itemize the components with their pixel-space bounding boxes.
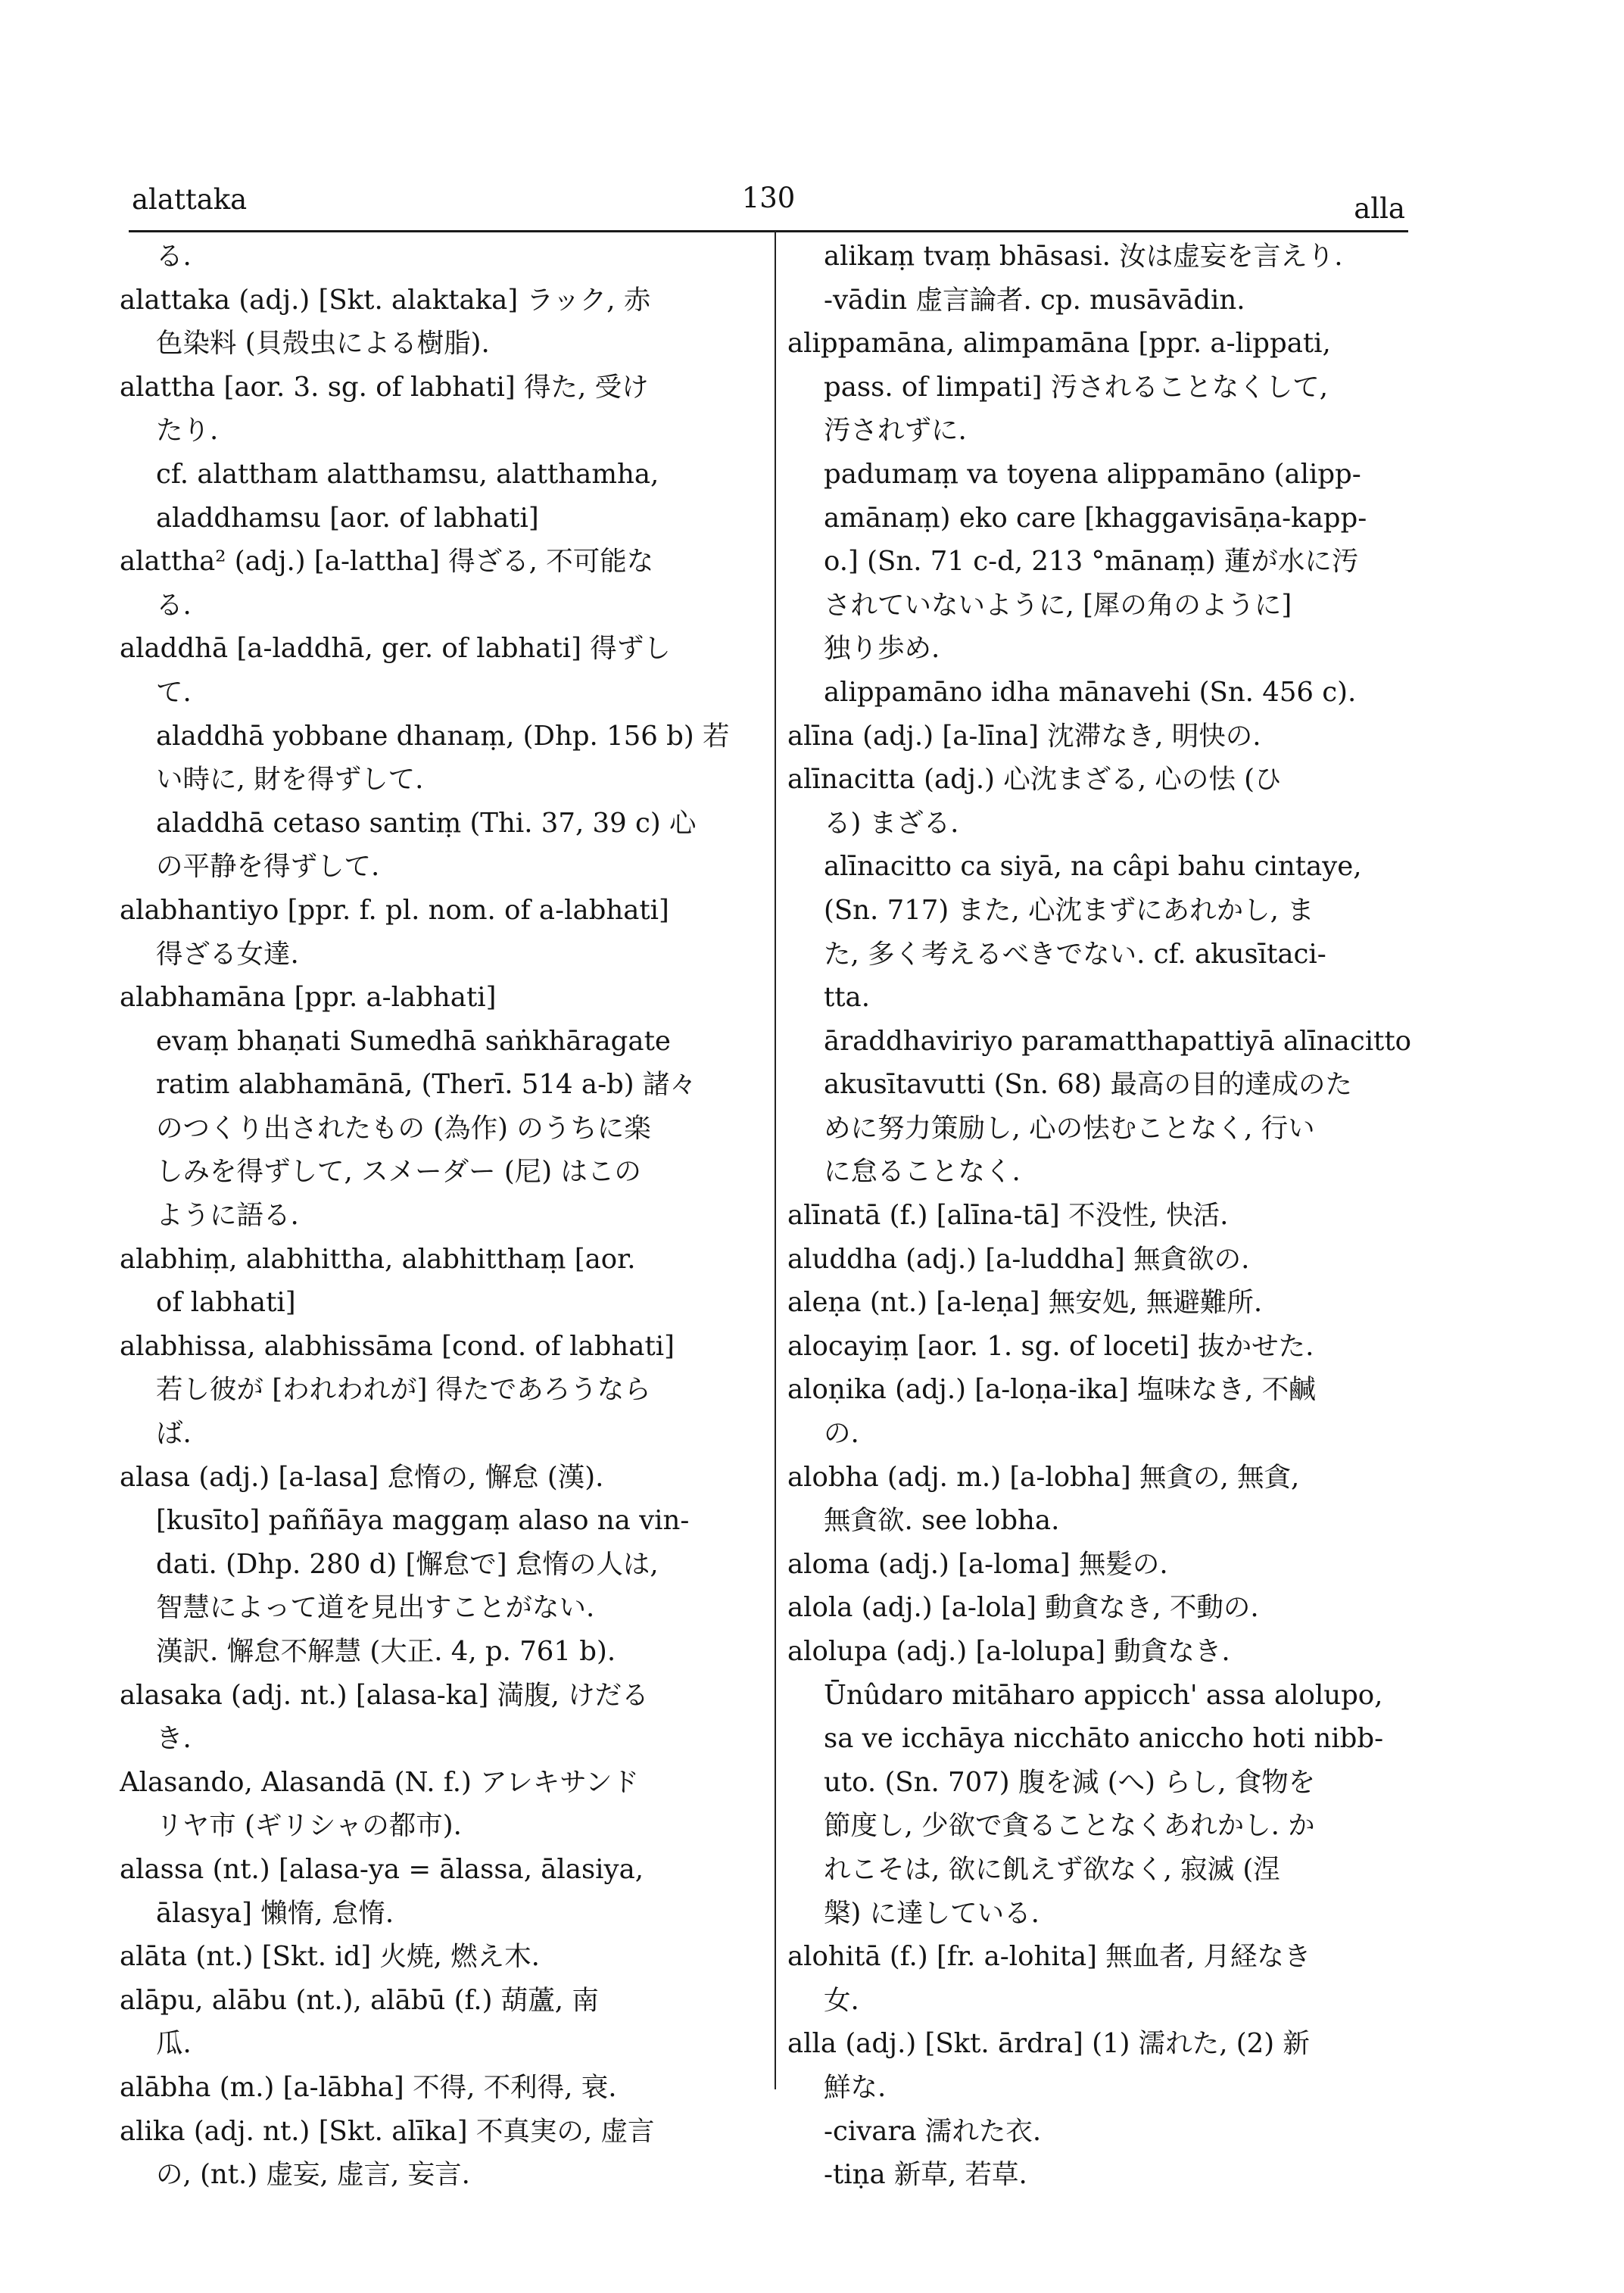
entry-continuation-line: されていないように, [犀の角のように] bbox=[824, 589, 1292, 621]
entry-continuation-line: ように語る. bbox=[156, 1200, 299, 1232]
entry-continuation-line: 若し彼が [われわれが] 得たであろうなら bbox=[156, 1374, 651, 1406]
entry-continuation-line: に怠ることなく. bbox=[824, 1156, 1021, 1188]
entry-continuation-line: 鮮な. bbox=[824, 2071, 887, 2103]
entry-continuation-line: pass. of limpati] 汚されることなくして, bbox=[824, 371, 1328, 403]
entry-headline: alābha (m.) [a-lābha] 不得, 不利得, 衰. bbox=[120, 2071, 617, 2103]
entry-continuation-line: [kusīto] paññāya maggaṃ alaso na vin- bbox=[156, 1505, 690, 1537]
entry-continuation-line: aladdhā yobbane dhanaṃ, (Dhp. 156 b) 若 bbox=[156, 720, 730, 752]
entry-continuation-line: -vādin 虚言論者. cp. musāvādin. bbox=[824, 284, 1245, 316]
entry-headline: aloma (adj.) [a-loma] 無髪の. bbox=[787, 1548, 1168, 1580]
entry-continuation-line: のつくり出されたもの (為作) のうちに楽 bbox=[156, 1112, 651, 1144]
entry-continuation-line: (Sn. 717) また, 心沈まずにあれかし, ま bbox=[824, 894, 1314, 926]
entry-continuation-line: Ūnûdaro mitāharo appicch' assa alolupo, bbox=[824, 1679, 1383, 1711]
entry-continuation-line: の平静を得ずして. bbox=[156, 851, 380, 883]
entry-continuation-line: amānaṃ) eko care [khaggavisāṇa-kapp- bbox=[824, 502, 1367, 534]
entry-headline: alattha² (adj.) [a-lattha] 得ざる, 不可能な bbox=[120, 546, 654, 578]
entry-continuation-line: aladdhā cetaso santiṃ (Thi. 37, 39 c) 心 bbox=[156, 807, 697, 839]
entry-continuation-line: 女. bbox=[824, 1984, 859, 2016]
entry-continuation-line: しみを得ずして, スメーダー (尼) はこの bbox=[156, 1156, 641, 1188]
entry-continuation-line: る. bbox=[156, 241, 192, 272]
entry-continuation-line: 節度し, 少欲で貪ることなくあれかし. か bbox=[824, 1810, 1315, 1842]
entry-continuation-line: リヤ市 (ギリシャの都市). bbox=[156, 1810, 462, 1842]
entry-continuation-line: 瓜. bbox=[156, 2028, 192, 2060]
header-first-entry: alattaka bbox=[132, 183, 248, 216]
entry-headline: alassa (nt.) [alasa-ya = ālassa, ālasiya, bbox=[120, 1853, 644, 1885]
entry-headline: alāpu, alābu (nt.), alābū (f.) 葫蘆, 南 bbox=[120, 1984, 599, 2016]
left-column bbox=[120, 235, 756, 2197]
entry-continuation-line: 色染料 (貝殻虫による樹脂). bbox=[156, 328, 490, 360]
entry-continuation-line: の. bbox=[824, 1418, 859, 1450]
entry-headline: alolupa (adj.) [a-lolupa] 動貪なき. bbox=[787, 1636, 1230, 1667]
entry-continuation-line: 得ざる女達. bbox=[156, 938, 299, 970]
entry-headline: alola (adj.) [a-lola] 動貪なき, 不動の. bbox=[787, 1592, 1259, 1624]
entry-continuation-line: aladdhamsu [aor. of labhati] bbox=[156, 502, 539, 534]
entry-continuation-line: たり. bbox=[156, 415, 219, 447]
entry-continuation-line: 汚されずに. bbox=[824, 415, 967, 447]
entry-continuation-line: 独り歩め. bbox=[824, 633, 940, 665]
entry-headline: alabhamāna [ppr. a-labhati] bbox=[120, 982, 497, 1014]
column-divider bbox=[775, 231, 776, 2089]
entry-headline: aladdhā [a-laddhā, ger. of labhati] 得ずし bbox=[120, 633, 671, 665]
entry-continuation-line: o.] (Sn. 71 c-d, 213 °mānaṃ) 蓮が水に汚 bbox=[824, 546, 1359, 578]
entry-continuation-line: sa ve icchāya nicchāto aniccho hoti nibb- bbox=[824, 1723, 1384, 1755]
right-column bbox=[787, 235, 1423, 2197]
entry-headline: alohitā (f.) [fr. a-lohita] 無血者, 月経なき bbox=[787, 1941, 1311, 1973]
entry-continuation-line: て. bbox=[156, 676, 192, 708]
entry-continuation-line: た, 多く考えるべきでない. cf. akusītaci- bbox=[824, 938, 1326, 970]
entry-headline: alasa (adj.) [a-lasa] 怠惰の, 懈怠 (漢). bbox=[120, 1461, 604, 1493]
entry-continuation-line: ば. bbox=[156, 1418, 192, 1450]
entry-continuation-line: の, (nt.) 虚妄, 虚言, 妄言. bbox=[156, 2159, 470, 2191]
entry-continuation-line: き. bbox=[156, 1723, 192, 1755]
entry-continuation-line: alippamāno idha mānavehi (Sn. 456 c). bbox=[824, 676, 1357, 708]
entry-continuation-line: tta. bbox=[824, 982, 870, 1014]
entry-continuation-line: ratim alabhamānā, (Therī. 514 a-b) 諸々 bbox=[156, 1069, 697, 1101]
entry-headline: alabhissa, alabhissāma [cond. of labhati] bbox=[120, 1330, 675, 1362]
entry-headline: aluddha (adj.) [a-luddha] 無貪欲の. bbox=[787, 1243, 1250, 1275]
entry-headline: alocayiṃ [aor. 1. sg. of loceti] 抜かせた. bbox=[787, 1330, 1314, 1362]
entry-continuation-line: akusītavutti (Sn. 68) 最高の目的達成のた bbox=[824, 1069, 1353, 1101]
entry-continuation-line: of labhati] bbox=[156, 1287, 296, 1319]
entry-continuation-line: -civara 濡れた衣. bbox=[824, 2115, 1042, 2147]
entry-continuation-line: cf. alattham alatthamsu, alatthamha, bbox=[156, 458, 659, 490]
entry-headline: alabhantiyo [ppr. f. pl. nom. of a-labhati] bbox=[120, 894, 669, 926]
entry-continuation-line: padumaṃ va toyena alippamāno (alipp- bbox=[824, 458, 1361, 490]
entry-continuation-line: る. bbox=[156, 589, 192, 621]
entry-headline: alattha [aor. 3. sg. of labhati] 得た, 受け bbox=[120, 371, 649, 403]
entry-headline: alasaka (adj. nt.) [alasa-ka] 満腹, けだる bbox=[120, 1679, 649, 1711]
entry-continuation-line: -tiṇa 新草, 若草. bbox=[824, 2159, 1027, 2191]
page-number: 130 bbox=[741, 182, 796, 214]
entry-continuation-line: い時に, 財を得ずして. bbox=[156, 764, 424, 796]
entry-headline: alīnacitta (adj.) 心沈まざる, 心の怯 (ひ bbox=[787, 764, 1282, 796]
entry-headline: alobha (adj. m.) [a-lobha] 無貪の, 無貪, bbox=[787, 1461, 1300, 1493]
running-header bbox=[129, 176, 1408, 232]
entry-continuation-line: alikaṃ tvaṃ bhāsasi. 汝は虚妄を言えり. bbox=[824, 241, 1343, 272]
entry-continuation-line: uto. (Sn. 707) 腹を減 (へ) らし, 食物を bbox=[824, 1766, 1316, 1798]
entry-headline: alīna (adj.) [a-līna] 沈滞なき, 明快の. bbox=[787, 720, 1261, 752]
entry-continuation-line: evaṃ bhaṇati Sumedhā saṅkhāragate bbox=[156, 1025, 671, 1057]
entry-headline: aloṇika (adj.) [a-loṇa-ika] 塩味なき, 不鹹 bbox=[787, 1374, 1316, 1406]
header-last-entry: alla bbox=[1354, 192, 1405, 225]
entry-headline: alāta (nt.) [Skt. id] 火焼, 燃え木. bbox=[120, 1941, 540, 1973]
entry-continuation-line: めに努力策励し, 心の怯むことなく, 行い bbox=[824, 1112, 1315, 1144]
entry-continuation-line: 漢訳. 懈怠不解慧 (大正. 4, p. 761 b). bbox=[156, 1636, 616, 1667]
entry-headline: alla (adj.) [Skt. ārdra] (1) 濡れた, (2) 新 bbox=[787, 2028, 1310, 2060]
entry-headline: alattaka (adj.) [Skt. alaktaka] ラック, 赤 bbox=[120, 284, 651, 316]
entry-continuation-line: dati. (Dhp. 280 d) [懈怠で] 怠惰の人は, bbox=[156, 1548, 659, 1580]
entry-headline: alika (adj. nt.) [Skt. alīka] 不真実の, 虚言 bbox=[120, 2115, 655, 2147]
entry-continuation-line: 槃) に達している. bbox=[824, 1897, 1040, 1929]
entry-continuation-line: れこそは, 欲に飢えず欲なく, 寂滅 (涅 bbox=[824, 1853, 1280, 1885]
entry-continuation-line: 智慧によって道を見出すことがない. bbox=[156, 1592, 595, 1624]
entry-headline: alīnatā (f.) [alīna-tā] 不没性, 快活. bbox=[787, 1200, 1229, 1232]
entry-headline: alabhiṃ, alabhittha, alabhitthaṃ [aor. bbox=[120, 1243, 636, 1275]
entry-headline: aleṇa (nt.) [a-leṇa] 無安処, 無避難所. bbox=[787, 1287, 1263, 1319]
entry-continuation-line: 無貪欲. see lobha. bbox=[824, 1505, 1060, 1537]
entry-headline: alippamāna, alimpamāna [ppr. a-lippati, bbox=[787, 328, 1331, 360]
entry-continuation-line: ālasya] 懶惰, 怠惰. bbox=[156, 1897, 394, 1929]
entry-headline: Alasando, Alasandā (N. f.) アレキサンド bbox=[120, 1766, 639, 1798]
entry-continuation-line: alīnacitto ca siyā, na câpi bahu cintaye, bbox=[824, 851, 1362, 883]
entry-continuation-line: āraddhaviriyo paramatthapattiyā alīnacitto bbox=[824, 1025, 1411, 1057]
entry-continuation-line: る) まざる. bbox=[824, 807, 959, 839]
